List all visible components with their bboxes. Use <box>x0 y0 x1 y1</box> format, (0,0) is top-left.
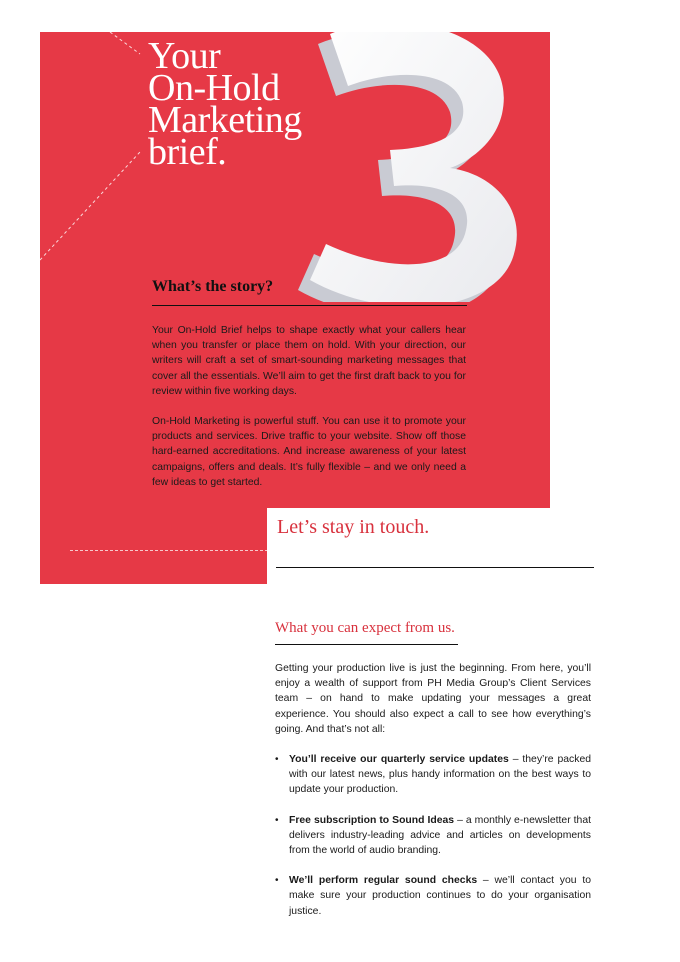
dashed-divider <box>70 550 298 551</box>
bullet-bold-text: We’ll perform regular sound checks <box>289 875 478 887</box>
bullet-icon: • <box>275 875 279 887</box>
story-divider <box>152 305 467 306</box>
expect-heading: What you can expect from us. <box>275 620 455 636</box>
contact-heading: Let’s stay in touch. <box>277 516 430 538</box>
bullet-bold-text: You’ll receive our quarterly service updates <box>289 754 509 765</box>
story-paragraph-1: Your On-Hold Brief helps to shape exactly what your callers hear when you transfer or place them on hold. With your direction, our writers will craft a set of smart-sounding marketing messages that cover all the essentials. We’ll aim to get the first draft back to you for review within five working days. <box>152 325 466 397</box>
expect-divider <box>275 644 458 645</box>
story-paragraph-2: On-Hold Marketing is powerful stuff. You can use it to promote your products and services. Drive traffic to your website. Show off those hard-earned accreditations. And increase awareness of your latest campaigns, offers and deals. It’s fully flexible – and we only need a few ideas to get started. <box>152 416 466 488</box>
bullet-bold-text: Free subscription to Sound Ideas <box>289 814 455 826</box>
title-line-3: Marketing <box>148 99 302 141</box>
page-title <box>148 35 302 173</box>
title-line-1: Your <box>148 35 221 77</box>
bullet-icon: • <box>275 754 279 765</box>
contact-divider <box>276 567 594 568</box>
list-item <box>275 813 591 859</box>
bullet-text: – we’ll contact you to make sure your production continues to do your organisation justice. <box>289 875 591 917</box>
expect-body: Getting your production live is just the beginning. From here, you’ll enjoy a wealth of support from PH Media Group’s Client Services team – on hand to make updating your messages a great experience. You should also expect a call to see how everything’s going. And that’s not all: <box>275 663 591 735</box>
bullet-icon: • <box>275 814 279 826</box>
hero-panel <box>40 32 550 584</box>
bullet-text: – they’re packed with our latest news, plus handy information on the best ways to update your production. <box>289 754 591 796</box>
benefits-list <box>275 752 591 934</box>
number-three-graphic <box>290 32 550 302</box>
story-heading: What’s the story? <box>152 278 274 295</box>
title-line-2: On-Hold <box>148 67 280 109</box>
bullet-text: – a monthly e-newsletter that delivers industry-leading advice and articles on developments from the world of audio branding. <box>289 814 591 857</box>
list-item <box>275 752 591 798</box>
story-body <box>152 323 466 505</box>
list-item <box>275 873 591 919</box>
title-line-4: brief. <box>148 131 227 173</box>
